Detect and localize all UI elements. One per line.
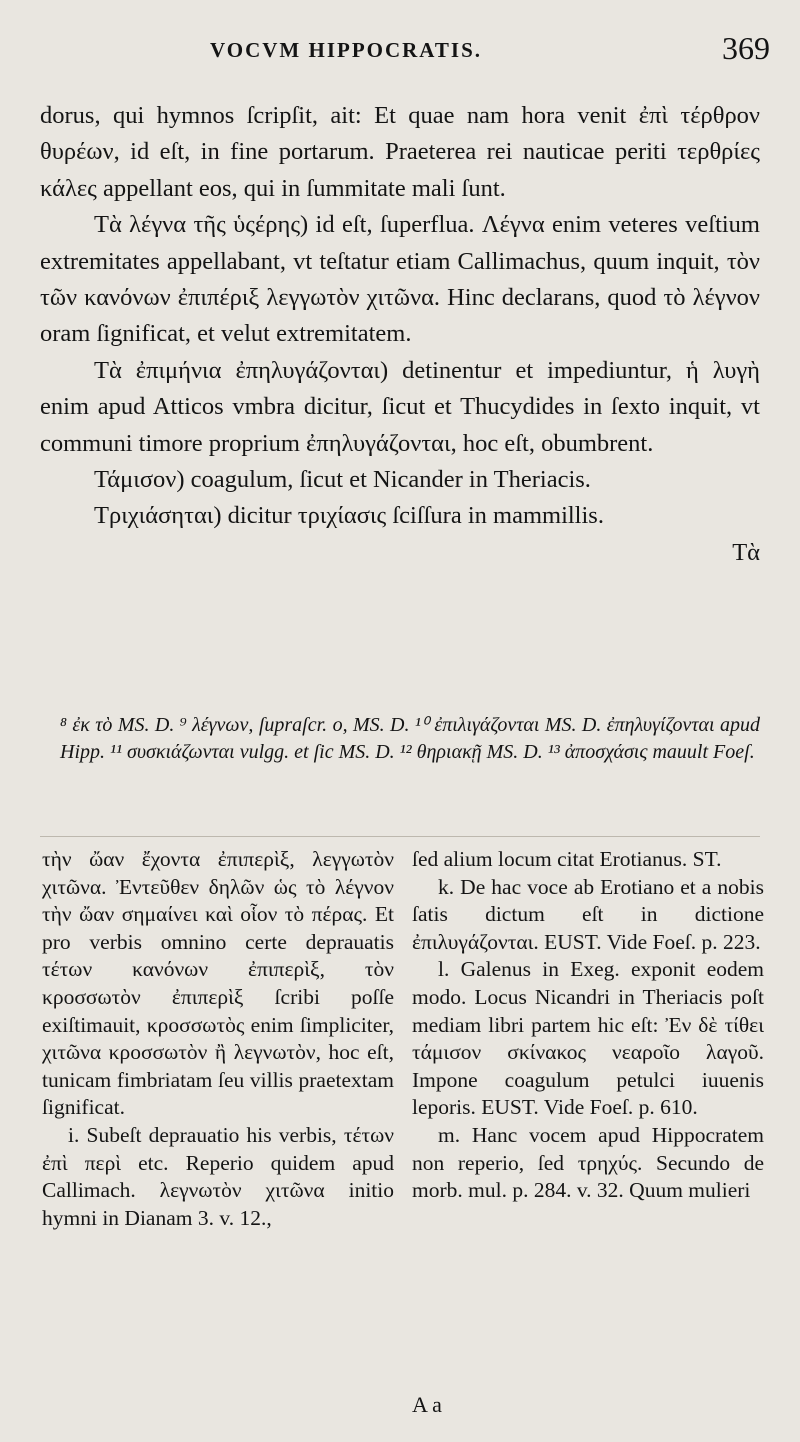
main-paragraph: Τάμισον) coagulum, ſicut et Nicander in Theriacis. xyxy=(94,466,591,494)
main-paragraph: Τριχιάσηται) dicitur τριχίασις ſciſſura in mammillis. xyxy=(94,502,604,530)
running-title: VOCVM HIPPOCRATIS. xyxy=(210,38,483,62)
note-paragraph: k. De hac voce ab Erotiano et a nobis ſatis dictum eſt in dictione ἐπιλυγάζονται. EUST. Vide Foeſ. p. 223. xyxy=(412,874,764,954)
signature-mark: A a xyxy=(412,1392,442,1417)
note-paragraph: ſed alium locum citat Erotianus. ST. xyxy=(412,847,722,871)
note-paragraph: τὴν ὤαν ἔχοντα ἐπιπερὶξ, λεγγωτὸν χιτῶνα. Ἐντεῦθεν δηλῶν ὡς τὸ λέγνον τὴν ὤαν σημαίνει καὶ οἷον τὸ πέρας. Et pro verbis omnino certe deprauatis τέτων κανόνων ἐπιπερὶξ, τὸν κροσσωτὸν ἐπιπερὶξ ſcribi poſſe exiſtimauit, κροσσωτὸς enim ſimpliciter, χιτῶνα κροσσωτὸν ἢ λεγνωτὸν, hoc eſt, tunicam fimbriatam ſeu villis praetextam ſignificat. xyxy=(42,847,394,1120)
main-paragraph: Τὰ ἐπιμήνια ἐπηλυγάζονται) detinentur et impediuntur, ἡ λυγὴ enim apud Atticos vmbra dicitur, ſicut et Thucydides in ſexto inquit, vt communi timore proprium ἐπηλυγάζονται, hoc eſt, obumbrent. xyxy=(40,356,760,457)
main-paragraph: dorus, qui hymnos ſcripſit, ait: Et quae nam hora venit ἐπὶ τέρθρον θυρέων, id eſt, in fine portarum. Praeterea rei nauticae periti τερθρίες κάλες appellant eos, qui in ſummitate mali ſunt. xyxy=(40,102,760,202)
page-number: 369 xyxy=(722,30,770,66)
note-paragraph: l. Galenus in Exeg. exponit eodem modo. Locus Nicandri in Theriacis poſt mediam libri partem hic eſt: Ἐν δὲ τίθει τάμισον σκίνακος νεαροῖο λαγοῦ. Impone coagulum petulci iuuenis leporis. EUST. Vide Foeſ. p. 610. xyxy=(412,957,764,1120)
catchword: Τὰ xyxy=(732,538,760,566)
note-paragraph: i. Subeſt deprauatio his verbis, τέτων ἐπὶ περὶ etc. Reperio quidem apud Callimach. λεγνωτὸν χιτῶνα initio hymni in Dianam 3. v. 12., xyxy=(42,1122,394,1230)
page-header xyxy=(40,30,770,86)
main-text xyxy=(40,98,760,571)
main-paragraph: Τὰ λέγνα τῆς ὑςέρης) id eſt, ſuperflua. Λέγνα enim veteres veſtium extremitates appellabant, vt teſtatur etiam Callimachus, quum inquit, τὸν τῶν κανόνων ἐπιπέριξ λεγγωτὸν χιτῶνα. Hinc declarans, quod τὸ λέγνον oram ſignificat, et velut extremitatem. xyxy=(40,211,760,348)
left-column xyxy=(42,846,394,1232)
divider xyxy=(40,836,760,837)
footnotes: ⁸ ἐκ τὸ MS. D. ⁹ λέγνων, ſupraſcr. o, MS. D. ¹⁰ ἐπιλιγάζονται MS. D. ἐπηλυγίζονται apud Hipp. ¹¹ συσκιάζωνται vulgg. et ſic MS. D. ¹² θηριακῇ MS. D. ¹³ ἀποσχάσις mauult Foeſ. xyxy=(60,714,760,763)
right-column xyxy=(412,846,764,1205)
note-paragraph: m. Hanc vocem apud Hippocratem non reperio, ſed τρηχύς. Secundo de morb. mul. p. 284. v. 32. Quum mulieri xyxy=(412,1122,764,1203)
